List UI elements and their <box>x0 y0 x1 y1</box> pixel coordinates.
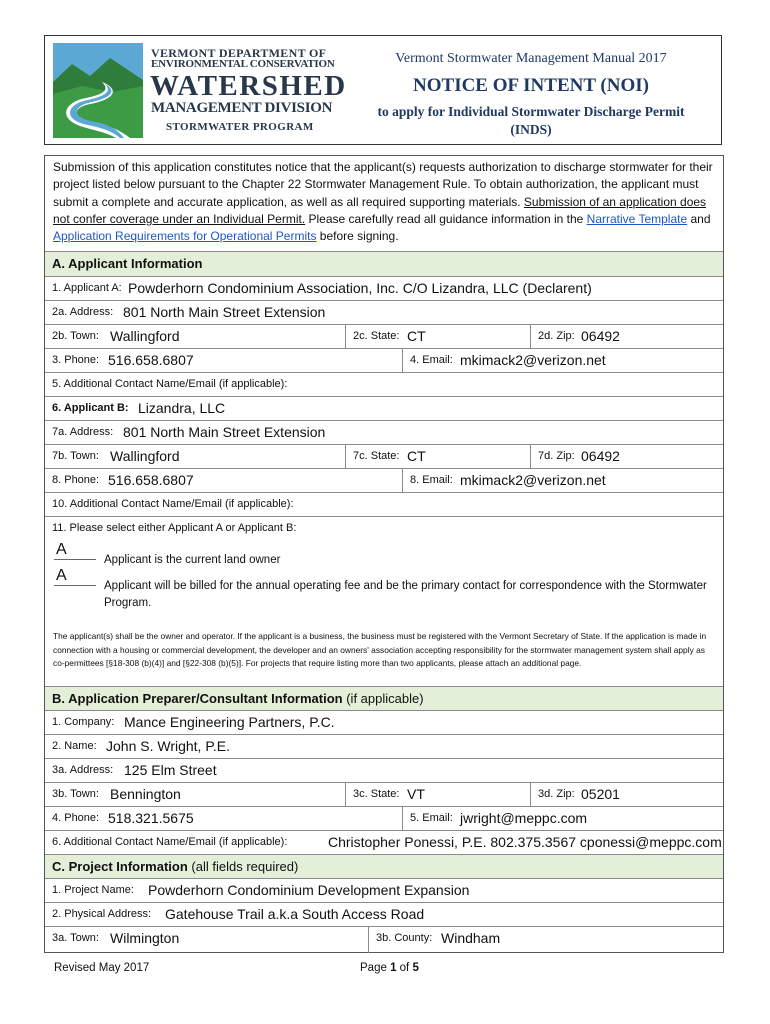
county-3b-cell <box>368 927 723 953</box>
address-2a-field[interactable]: 801 North Main Street Extension <box>123 304 326 320</box>
preparer-name-row <box>45 734 723 758</box>
email-8-cell <box>402 469 723 492</box>
narrative-template-link[interactable]: Narrative Template <box>586 211 688 226</box>
applicant-a-label: 1. Applicant A: <box>52 282 122 294</box>
town-2b-cell <box>45 325 345 348</box>
applicant-a-town-row <box>45 324 723 348</box>
title-block <box>345 51 717 139</box>
intro-paragraph <box>53 159 715 245</box>
town-7b-cell <box>45 445 345 468</box>
additional-contact-6-label: 6. Additional Contact Name/Email (if applicable): <box>52 836 288 848</box>
document-header <box>44 35 722 145</box>
manual-title: Vermont Stormwater Management Manual 2017 <box>395 51 667 66</box>
logo-landscape-image <box>52 42 144 138</box>
logo-program-text: STORMWATER PROGRAM <box>166 121 314 133</box>
preparer-name-field[interactable]: John S. Wright, P.E. <box>106 738 230 754</box>
project-town-row <box>45 926 723 953</box>
town-7b-field[interactable]: Wallingford <box>110 448 180 464</box>
applicant-select-question: 11. Please select either Applicant A or Applicant B: <box>52 522 297 534</box>
town-3b-field[interactable]: Bennington <box>110 786 181 802</box>
town-3b-label: 3b. Town: <box>52 788 99 800</box>
applicant-a-row <box>45 276 723 300</box>
total-pages: 5 <box>412 962 419 974</box>
logo-watershed-text: WATERSHED <box>150 70 347 102</box>
billing-contact-choice-text: Applicant will be billed for the annual operating fee and be the primary contact for correspondence with the Stormwater Program. <box>104 580 707 609</box>
phone-8-cell <box>45 469 402 492</box>
state-2c-label: 2c. State: <box>353 330 400 342</box>
preparer-name-label: 2. Name: <box>52 740 97 752</box>
section-c-title <box>52 859 298 874</box>
logo-mgmt-text: MANAGEMENT DIVISION <box>151 100 333 116</box>
state-3c-label: 3c. State: <box>353 788 400 800</box>
zip-2d-label: 2d. Zip: <box>538 330 575 342</box>
address-2a-label: 2a. Address: <box>52 306 114 318</box>
applicant-b-town-row <box>45 444 723 468</box>
phone-4-field[interactable]: 518.321.5675 <box>108 810 194 826</box>
preparer-phone-row <box>45 806 723 830</box>
email-5-label: 5. Email: <box>410 812 453 824</box>
page-title: NOTICE OF INTENT (NOI) <box>413 75 649 96</box>
page-number <box>360 962 419 974</box>
additional-contact-5-row <box>45 372 723 396</box>
preparer-town-row <box>45 782 723 806</box>
section-c-title-text: C. Project Information <box>52 859 188 874</box>
company-label: 1. Company: <box>52 716 115 728</box>
additional-contact-10-label: 10. Additional Contact Name/Email (if applicable): <box>52 498 294 510</box>
physical-address-row <box>45 902 723 926</box>
email-4-label: 4. Email: <box>410 354 453 366</box>
intro-and: and <box>687 211 711 226</box>
applicant-a-phone-row <box>45 348 723 372</box>
section-b-title-note: (if applicable) <box>342 691 424 706</box>
logo-dept-text: VERMONT DEPARTMENT OF <box>151 46 327 60</box>
zip-7d-cell <box>530 445 723 468</box>
subtitle-line-2: (INDS) <box>510 122 552 137</box>
additional-contact-5-label: 5. Additional Contact Name/Email (if applicable): <box>52 378 288 390</box>
section-c-header <box>45 854 723 878</box>
application-form <box>44 155 724 953</box>
section-a-header <box>45 251 723 276</box>
intro-text-1: Submission of this application constitutes notice that the applicant(s) requests authorization to discharge stormwater for their project listed below pursuant to the Chapter 22 Stormwater Management Rule. To obtain authorization, the applicant must submit a complete and accurate application, as well as all required supporting materials. <box>53 160 713 209</box>
town-3a-cell <box>45 927 368 953</box>
watershed-division-logo <box>52 42 347 138</box>
project-town-label: 3a. Town: <box>52 932 99 944</box>
zip-3d-label: 3d. Zip: <box>538 788 575 800</box>
town-2b-field[interactable]: Wallingford <box>110 328 180 344</box>
address-3a-field[interactable]: 125 Elm Street <box>124 762 217 778</box>
state-7c-cell <box>345 445 530 468</box>
email-4-cell <box>402 349 723 372</box>
revision-date: Revised May 2017 <box>54 962 150 974</box>
company-row <box>45 710 723 734</box>
company-field[interactable]: Mance Engineering Partners, P.C. <box>124 714 335 730</box>
phone-4-label: 4. Phone: <box>52 812 100 824</box>
intro-text-3: before signing. <box>316 229 399 244</box>
project-county-label: 3b. County: <box>376 932 433 944</box>
project-county-field[interactable]: Windham <box>441 930 501 946</box>
address-7a-label: 7a. Address: <box>52 426 114 438</box>
email-5-cell <box>402 807 723 830</box>
state-3c-field[interactable]: VT <box>407 786 425 802</box>
town-7b-label: 7b. Town: <box>52 450 99 462</box>
phone-3-cell <box>45 349 402 372</box>
state-7c-field[interactable]: CT <box>407 448 426 464</box>
email-8-label: 8. Email: <box>410 474 453 486</box>
subtitle-line-1: to apply for Individual Stormwater Discharge Permit <box>377 104 685 119</box>
town-2b-label: 2b. Town: <box>52 330 99 342</box>
intro-underlined-text: Submission of an application does not confer coverage under an Individual Permit. <box>53 194 707 226</box>
section-a-title: A. Applicant Information <box>52 256 203 271</box>
page-of: of <box>396 962 413 974</box>
state-2c-cell <box>345 325 530 348</box>
address-7a-field[interactable]: 801 North Main Street Extension <box>123 424 326 440</box>
state-3c-cell <box>345 783 530 806</box>
application-requirements-link[interactable]: Application Requirements for Operational Permits <box>53 229 317 244</box>
physical-address-field[interactable]: Gatehouse Trail a.k.a South Access Road <box>165 906 425 922</box>
zip-3d-field[interactable]: 05201 <box>581 786 620 802</box>
applicant-b-address-row <box>45 420 723 444</box>
town-3b-cell <box>45 783 345 806</box>
applicant-fine-print: The applicant(s) shall be the owner and operator. If the applicant is a business, the business must be registered with the Vermont Secretary of State. If the application is made in connection with a housing or commercial development, the developer and an owners' association accepting responsibility for the stormwater management system shall apply as co-permittees [§18-308 (b)(4)] and [§22-308 (b)(5)]. For projects that require listing more than two applicants, please attach an additional page. <box>53 631 707 669</box>
phone-3-field[interactable]: 516.658.6807 <box>108 352 194 368</box>
physical-address-label: 2. Physical Address: <box>52 908 152 920</box>
subtitle <box>345 103 717 139</box>
zip-7d-label: 7d. Zip: <box>538 450 575 462</box>
project-name-label: 1. Project Name: <box>52 884 134 896</box>
logo-env-text: ENVIRONMENTAL CONSERVATION <box>151 58 335 70</box>
land-owner-choice-text: Applicant is the current land owner <box>104 554 281 566</box>
applicant-b-row <box>45 396 723 420</box>
section-b-title <box>52 691 424 706</box>
state-7c-label: 7c. State: <box>353 450 400 462</box>
applicant-b-phone-row <box>45 468 723 492</box>
email-5-field[interactable]: jwright@meppc.com <box>460 810 588 826</box>
preparer-additional-contact-row <box>45 830 723 854</box>
preparer-address-row <box>45 758 723 782</box>
applicant-a-address-row <box>45 300 723 324</box>
project-town-field[interactable]: Wilmington <box>110 930 180 946</box>
intro-text-2: Please carefully read all guidance information in the <box>305 211 587 226</box>
address-3a-label: 3a. Address: <box>52 764 114 776</box>
additional-contact-10-row <box>45 492 723 516</box>
section-c-title-note: (all fields required) <box>187 859 299 874</box>
applicant-b-field[interactable]: Lizandra, LLC <box>138 400 226 416</box>
current-page: 1 <box>390 962 397 974</box>
zip-2d-field[interactable]: 06492 <box>581 328 620 344</box>
email-4-field[interactable]: mkimack2@verizon.net <box>460 352 606 368</box>
email-8-field[interactable]: mkimack2@verizon.net <box>460 472 606 488</box>
section-b-title-text: B. Application Preparer/Consultant Information <box>52 691 343 706</box>
state-2c-field[interactable]: CT <box>407 328 426 344</box>
additional-contact-6-field[interactable]: Christopher Ponessi, P.E. 802.375.3567 cponessi@meppc.com <box>328 834 722 850</box>
billing-contact-selection-field[interactable]: A <box>54 567 96 586</box>
section-b-header <box>45 686 723 710</box>
applicant-b-label: 6. Applicant B: <box>52 402 129 414</box>
phone-4-cell <box>45 807 402 830</box>
zip-3d-cell <box>530 783 723 806</box>
project-name-row <box>45 878 723 902</box>
phone-8-label: 8. Phone: <box>52 474 100 486</box>
zip-7d-field[interactable]: 06492 <box>581 448 620 464</box>
zip-2d-cell <box>530 325 723 348</box>
applicant-a-field[interactable]: Powderhorn Condominium Association, Inc. C/O Lizandra, LLC (Declarent) <box>128 280 592 296</box>
page-prefix: Page <box>360 962 391 974</box>
land-owner-selection-field[interactable]: A <box>54 541 96 560</box>
phone-3-label: 3. Phone: <box>52 354 100 366</box>
phone-8-field[interactable]: 516.658.6807 <box>108 472 194 488</box>
project-name-field[interactable]: Powderhorn Condominium Development Expansion <box>148 882 470 898</box>
